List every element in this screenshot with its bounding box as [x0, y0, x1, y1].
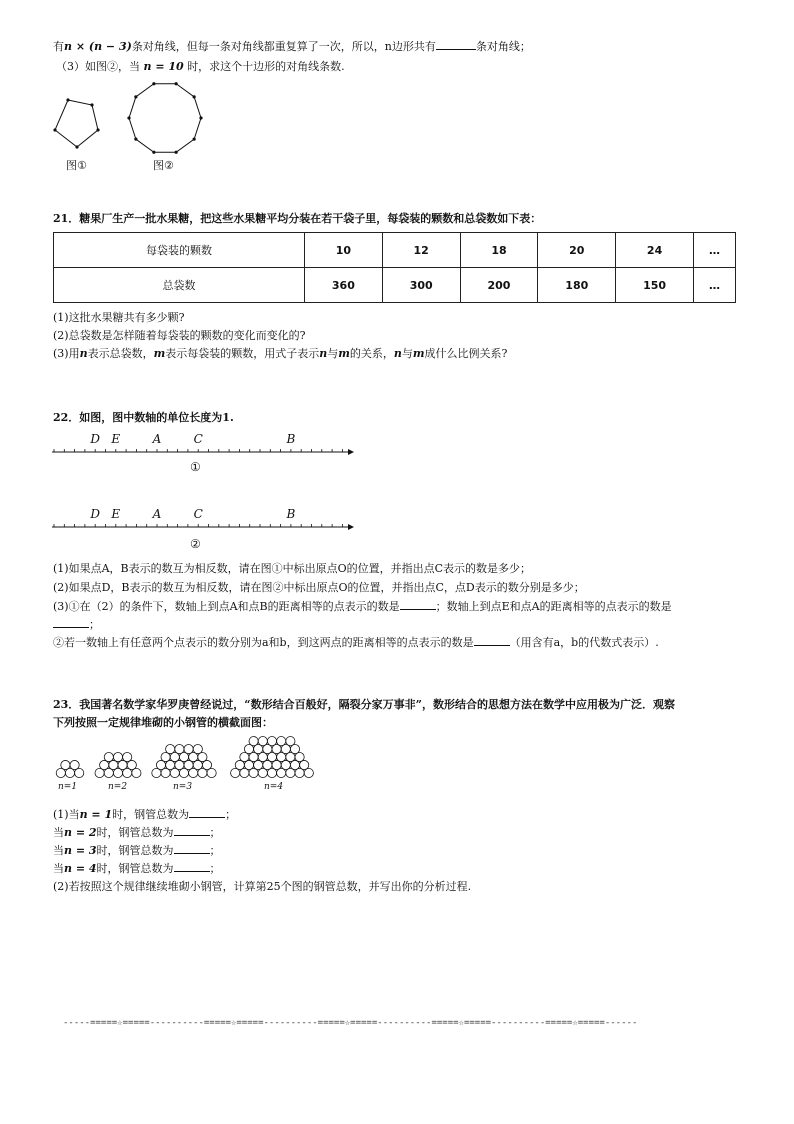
point-label: A [152, 507, 162, 521]
text: 表示每袋装的颗数，用式子表示 [165, 347, 320, 360]
pentagon-figure [48, 95, 108, 155]
pipe-circle [193, 744, 202, 753]
fig1-caption: 图① [66, 159, 87, 172]
q23-line-4 [53, 860, 221, 876]
answer-blank[interactable] [174, 861, 210, 872]
q21-table [53, 232, 736, 303]
var-n: n [79, 347, 88, 360]
pipe-circle [70, 760, 79, 769]
var-n: n [393, 347, 402, 360]
point-label: C [193, 507, 203, 521]
formula: n = 4 [64, 862, 97, 875]
table-cell: 24 [616, 233, 694, 268]
text: ； [209, 826, 221, 839]
q20-formula: n × (n − 3) [64, 40, 132, 53]
formula: n = 1 [79, 808, 113, 821]
fig2-caption: 图② [153, 159, 174, 172]
caption-n4: n=4 [264, 782, 284, 792]
text: 时，钢管总数为 [96, 826, 174, 839]
text: ； [209, 844, 221, 857]
text: 当 [53, 862, 64, 875]
decagon-shape [129, 84, 201, 152]
text: ； [89, 618, 100, 631]
q20-line2-post: 时，求这个十边形的对角线条数. [187, 60, 345, 73]
vertex-dot [134, 138, 137, 141]
pipe-circle [113, 752, 122, 761]
point-label: E [111, 507, 121, 521]
vertex-dot [193, 95, 196, 98]
table-cell: 200 [460, 268, 538, 303]
pipe-circle [258, 737, 267, 746]
q20-formula-2: n = 10 [143, 60, 184, 73]
text: 的关系， [349, 347, 394, 360]
q22-sub3-1 [53, 598, 672, 614]
decagon-figure [125, 78, 205, 158]
pipe-circle [104, 752, 113, 761]
answer-blank[interactable] [53, 617, 89, 628]
vertex-dot [152, 151, 155, 154]
var-m: m [338, 347, 350, 360]
pipe-circle [175, 744, 184, 753]
text: 成什么比例关系? [424, 347, 508, 360]
pipe-circle [277, 737, 286, 746]
row-header-per-bag: 每袋装的颗数 [54, 233, 305, 268]
text: 与 [401, 347, 413, 360]
pipe-circle [166, 744, 175, 753]
footer-divider: -----=====☆=====----------=====☆=====----------=====☆=====----------=====☆=====----------=====☆=====------ [63, 1018, 638, 1028]
text: ②若一数轴上有任意两个点表示的数分别为a和b，到这两点的距离相等的点表示的数是 [53, 636, 474, 649]
text: 当 [53, 826, 64, 839]
table-cell: 360 [305, 268, 383, 303]
text: 时，钢管总数为 [96, 862, 174, 875]
q22-sub3-2 [53, 634, 659, 650]
answer-blank[interactable] [474, 635, 510, 646]
text: 表示总袋数， [87, 347, 154, 360]
q21-sub3 [53, 345, 507, 361]
point-label: B [286, 507, 296, 521]
number-line-1 [50, 428, 360, 488]
text: (1)当 [53, 808, 80, 821]
pipe-circle [286, 737, 295, 746]
point-label: D [90, 507, 101, 521]
pipe-circle [184, 744, 193, 753]
caption-n1: n=1 [58, 782, 78, 792]
table-row [54, 233, 736, 268]
vertex-dot [175, 82, 178, 85]
text: 当 [53, 844, 64, 857]
answer-blank[interactable] [436, 39, 476, 50]
numline2-caption: ② [190, 537, 201, 551]
answer-blank[interactable] [400, 599, 436, 610]
vertex-dot [199, 116, 202, 119]
q22-title: 22．如图，图中数轴的单位长度为1. [53, 411, 234, 424]
axis-arrow [348, 449, 354, 455]
vertex-dot [152, 82, 155, 85]
table-cell: 12 [382, 233, 460, 268]
q23-line-2 [53, 824, 221, 840]
caption-n2: n=2 [108, 782, 128, 792]
number-line-2 [50, 505, 360, 565]
table-cell: 10 [305, 233, 383, 268]
text: 与 [327, 347, 339, 360]
q21-sub1: (1)这批水果糖共有多少颗? [53, 311, 185, 324]
vertex-dot [134, 95, 137, 98]
table-cell: … [693, 233, 735, 268]
q20-line2-pre: （3）如图②，当 [56, 60, 140, 73]
pipe-circle [123, 752, 132, 761]
table-cell: 180 [538, 268, 616, 303]
formula: n = 2 [64, 826, 97, 839]
q23-line-1 [53, 806, 236, 822]
q21-title: 21．糖果厂生产一批水果糖，把这些水果糖平均分装在若干袋子里，每袋装的颗数和总袋数如下表： [53, 212, 542, 225]
point-label: C [193, 432, 203, 446]
table-row [54, 268, 736, 303]
q20-line1-pre: 有 [53, 40, 64, 53]
point-label: B [286, 432, 296, 446]
var-m: m [153, 347, 166, 360]
point-label: A [152, 432, 162, 446]
text: （用含有a，b的代数式表示）. [509, 636, 659, 649]
vertex-dot [193, 138, 196, 141]
pipe-circle [249, 737, 258, 746]
formula: n = 3 [64, 844, 97, 857]
pipe-circle [267, 737, 276, 746]
q20-line1 [53, 38, 531, 54]
text: 时，钢管总数为 [112, 808, 190, 821]
q22-sub1: (1)如果点A，B表示的数互为相反数，请在图①中标出原点O的位置，并指出点C表示的数是多少； [53, 562, 532, 575]
q23-line-3 [53, 842, 221, 858]
text: 时，钢管总数为 [96, 844, 174, 857]
text: (3)①在（2）的条件下，数轴上到点A和点B的距离相等的点表示的数是 [53, 600, 400, 613]
q20-line1-mid: 条对角线，但每一条对角线都重复算了一次，所以，n边形共有 [131, 40, 436, 53]
table-cell: 18 [460, 233, 538, 268]
text: ； [209, 862, 221, 875]
answer-blank[interactable] [174, 825, 210, 836]
q20-line2 [56, 58, 345, 74]
vertex-dot [127, 116, 130, 119]
table-cell: … [693, 268, 735, 303]
point-label: D [90, 432, 101, 446]
numline1-caption: ① [190, 460, 201, 474]
text: ；数轴上到点E和点A的距离相等的点表示的数是 [435, 600, 672, 613]
q23-title-2: 下列按照一定规律堆砌的小钢管的横截面图： [53, 716, 273, 729]
text: (3)用 [53, 347, 80, 360]
answer-blank[interactable] [174, 843, 210, 854]
table-cell: 150 [616, 268, 694, 303]
caption-n3: n=3 [173, 782, 193, 792]
q23-sub2: (2)若按照这个规律继续堆砌小钢管，计算第25个图的钢管总数，并写出你的分析过程. [53, 880, 472, 893]
text: ； [225, 808, 237, 821]
row-header-total-bags: 总袋数 [54, 268, 305, 303]
vertex-dot [175, 151, 178, 154]
q23-title-1: 23．我国著名数学家华罗庚曾经说过，“数形结合百般好，隔裂分家万事非”，数形结合的思想方法在数学中应用极为广泛．观察 [53, 698, 675, 711]
q22-sub3-1b [53, 616, 100, 632]
var-n: n [319, 347, 328, 360]
axis-arrow [348, 524, 354, 530]
point-label: E [111, 432, 121, 446]
answer-blank[interactable] [189, 807, 225, 818]
q22-sub2: (2)如果点D，B表示的数互为相反数，请在图②中标出原点O的位置，并指出点C，点D表示的数分别是多少； [53, 581, 585, 594]
var-m: m [412, 347, 425, 360]
q21-sub2: (2)总袋数是怎样随着每袋装的颗数的变化而变化的? [53, 329, 306, 342]
pipe-circle [61, 760, 70, 769]
table-cell: 300 [382, 268, 460, 303]
q20-line1-post: 条对角线； [475, 40, 531, 53]
table-cell: 20 [538, 233, 616, 268]
